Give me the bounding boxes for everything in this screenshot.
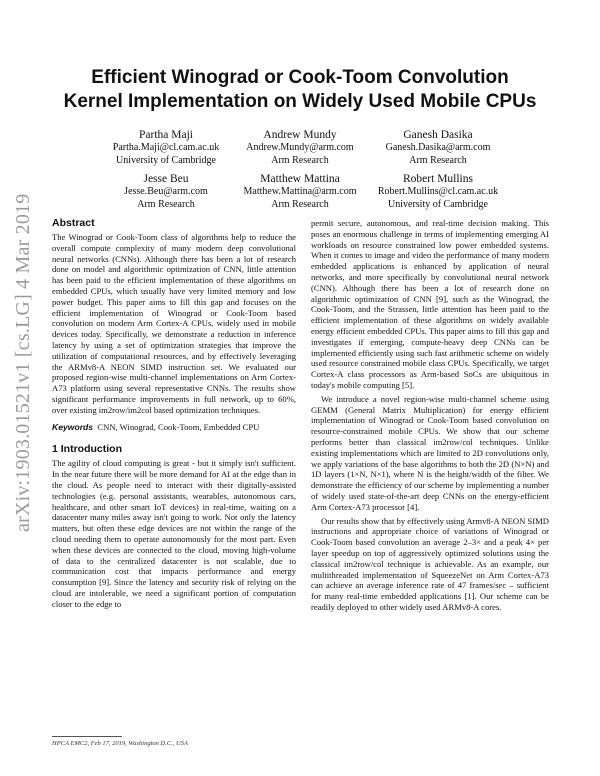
author-affiliation: Arm Research (409, 154, 467, 166)
author-block (353, 172, 523, 211)
paper-title-line-2: Kernel Implementation on Widely Used Mobile CPUs (63, 91, 537, 112)
introduction-paragraph: The agility of cloud computing is great - but it simply isn't sufficient. In the near future there will be more demand for AI at the edge than in the cloud. As people need to interact with their digitally-assisted technologies (e.g. personal assistants, wearables, autonomous cars, healthcare, and other smart IoT devices) in real-time, waiting on a datacenter many miles away isn't going to work. Not only the latency matters, but often these edge devices are not within the range of the cloud needing them to operate autonomously for the most part. Even when these devices are connected to the cloud, moving high-volume of data to the centralized datacenter is not scalable, due to communication cost that impacts performance and energy consumption [9]. Since the latency and security risk of relying on the cloud are intolerable, we need a significant portion of computation closer to the edge to (52, 458, 296, 609)
body-paragraph: permit secure, autonomous, and real-time decision making. This poses an enormous challenge in terms of implementing emerging AI workloads on resource constrained low power embedded systems. When it comes to image and video the performance of many modern embedded applications is enhanced by application of neural networks, and more specifically by convolutional neural network (CNN). Although there has been a lot of research done on algorithmic optimization of CNN [9], such as the Winograd, the Cook-Toom, and the Strassen, little attention has been paid to the efficient implementation of these algorithms on widely available energy efficient embedded CPUs. This paper aims to fill this gap and investigates if emerging, compute-heavy deep CNNs can be implemented efficiently using such fast arithmetic scheme on widely used resource constrained mobile class CPUs. Specifically, we target Cortex-A class processors as Arm-based SoCs are ubiquitous in today's mobile computing [5]. (311, 218, 549, 390)
author-email: Matthew.Mattina@arm.com (243, 186, 357, 197)
paper-title-line-1: Efficient Winograd or Cook-Toom Convolution (91, 67, 509, 88)
body-paragraph: Our results show that by effectively using Armv8-A NEON SIMD instructions and appropriate choice of variations of Winograd or Cook-Toom based convolution an average 2–3× and a peak 4× per layer speedup on top of aggressively optimized solutions using the classical im2row/col technique is achievable. As an example, our multithreaded implementation of SqueezeNet on Arm Cortex-A73 can achieve an average inference rate of 47 frames/sec – sufficient for many real-time embedded applications [1]. Our scheme can be readily deployed to other widely used ARMv8-A cores. (311, 515, 549, 612)
introduction-heading: 1 Introduction (52, 443, 122, 456)
author-name: Robert Mullins (403, 173, 473, 185)
author-affiliation: Arm Research (271, 154, 329, 166)
author-name: Ganesh Dasika (403, 129, 473, 141)
author-affiliation: Arm Research (137, 198, 195, 210)
arxiv-identifier: arXiv:1903.01521v1 [cs.LG] 4 Mar 2019 (12, 193, 34, 532)
author-email: Ganesh.Dasika@arm.com (385, 142, 491, 153)
author-email: Robert.Mullins@cl.cam.ac.uk (377, 186, 499, 197)
author-email: Jesse.Beu@arm.com (124, 186, 208, 197)
conference-footnote: HPCA EMC2, Feb 17, 2019, Washington D.C., USA (52, 740, 188, 747)
body-paragraph: We introduce a novel region-wise multi-channel scheme using GEMM (General Matrix Multiplication) for energy efficient implementation of Winograd or Cook-Toom based convolution on resource-constrained mobile CPUs. We show that our scheme performs better than classical im2row/col techniques. Unlike existing implementations which are limited to 2D convolutions only, we apply variations of the base algorithms to both the 2D (N×N) and 1D layers (1×N, N×1), where N is the height/width of the filter. We demonstrate the efficiency of our scheme by implementing a number of widely used state-of-the-art deep CNNs on the energy-efficient Arm Cortex-A73 processor [4]. (311, 393, 549, 512)
keywords-label: Keywords (52, 421, 94, 432)
author-name: Matthew Mattina (260, 173, 340, 185)
author-email: Andrew.Mundy@arm.com (246, 142, 354, 153)
left-column (52, 216, 296, 610)
footnote-rule (52, 736, 122, 737)
keywords-text: CNN, Winograd, Cook-Toom, Embedded CPU (97, 421, 260, 432)
abstract-text: The Winograd or Cook-Toom class of algorithms help to reduce the overall compute complexity of many modern deep convolutional neural networks (CNNs). Although there has been a lot of research done on model and algorithmic optimization of CNN, little attention has been paid to the efficient implementation of these algorithms on embedded CPUs, which usually have very limited memory and low power budget. This paper aims to fill this gap and focuses on the efficient implementation of Winograd or Cook-Toom based convolution on modern Arm Cortex-A CPUs, widely used in mobile devices today. Specifically, we demonstrate a reduction in inference latency by using a set of optimization strategies that improve the utilization of computational resources, and by effectively leveraging the ARMv8-A NEON SIMD instruction set. We evaluated our proposed region-wise multi-channel implementations on Arm Cortex-A73 platform using several representative CNNs. The results show significant performance improvements in full network, up to 60%, over existing im2row/im2col based optimization techniques. (52, 232, 296, 415)
author-affiliation: University of Cambridge (116, 154, 216, 166)
author-name: Partha Maji (139, 129, 193, 141)
author-name: Jesse Beu (143, 173, 189, 185)
author-name: Andrew Mundy (263, 129, 337, 141)
author-email: Partha.Maji@cl.cam.ac.uk (112, 142, 220, 153)
author-affiliation: Arm Research (271, 198, 329, 210)
author-block (353, 128, 523, 167)
abstract-heading: Abstract (52, 217, 95, 229)
right-column (311, 218, 549, 613)
author-affiliation: University of Cambridge (388, 198, 488, 210)
keywords-line (52, 422, 296, 433)
